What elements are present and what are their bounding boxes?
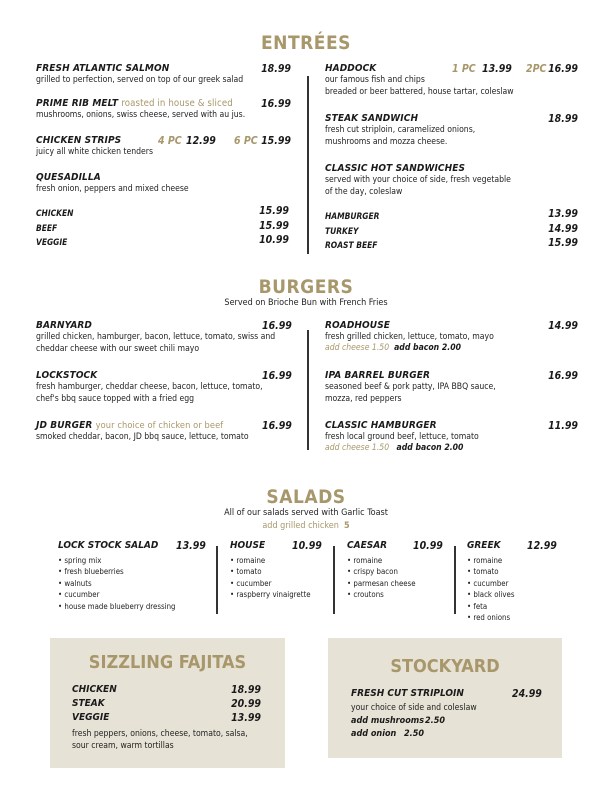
salad-ingredients: [467, 555, 567, 623]
item-name: IPA BARREL BURGER: [325, 370, 431, 381]
menu-item-roadhouse: [325, 320, 578, 353]
menu-item-prime-rib-melt: [36, 98, 291, 121]
ingredient: • romaine: [467, 555, 567, 566]
item-price: 11.99: [548, 420, 578, 432]
item-price: 16.99: [262, 420, 292, 432]
option-name: ROAST BEEF: [325, 240, 378, 250]
item-price: 18.99: [261, 63, 291, 75]
menu-item-steak-sandwich: [325, 113, 578, 148]
stockyard-item-price: 24.99: [512, 688, 542, 700]
menu-item-jd-burger: [36, 420, 291, 443]
ingredient: • crispy bacon: [347, 566, 447, 577]
menu-item-barnyard: [36, 320, 291, 355]
salad-price: 12.99: [527, 540, 557, 552]
addon-bacon: add bacon 2.00: [394, 343, 461, 353]
fajitas-box: [50, 638, 285, 768]
stockyard-addon-price: 2.50: [425, 716, 445, 726]
menu-item-chicken-strips: [36, 135, 291, 158]
option-price: 15.99: [259, 205, 289, 217]
menu-item-lockstock: [36, 370, 291, 405]
salad-house: [230, 540, 330, 601]
salad-name: GREEK: [467, 540, 501, 551]
ingredient: • romaine: [230, 555, 330, 566]
menu-item-ipa-barrel-burger: [325, 370, 578, 405]
item-option: 4 PC: [158, 135, 182, 147]
option-price: 13.99: [548, 208, 578, 220]
fajitas-desc: fresh peppers, onions, cheese, tomato, salsa,: [72, 729, 248, 739]
ingredient: • cucumber: [230, 578, 330, 589]
fajitas-desc: sour cream, warm tortillas: [72, 741, 174, 751]
ingredient: • romaine: [347, 555, 447, 566]
salads-addon-label: add grilled chicken: [262, 521, 339, 531]
ingredient: • walnuts: [58, 578, 208, 589]
burgers-title: BURGERS: [258, 276, 354, 298]
salads-subtitle: All of our salads served with Garlic Toast: [224, 508, 388, 518]
menu-item-salmon: [36, 63, 291, 86]
fajita-option-name: STEAK: [72, 698, 105, 709]
item-desc: grilled to perfection, served on top of our greek salad: [36, 75, 244, 85]
item-name: CLASSIC HAMBURGER: [325, 420, 437, 431]
ingredient: • fresh blueberries: [58, 566, 208, 577]
item-name: BARNYARD: [36, 320, 92, 331]
item-option: 2PC: [526, 63, 547, 75]
item-name: ROADHOUSE: [325, 320, 391, 331]
salad-price: 10.99: [413, 540, 443, 552]
item-desc: fresh onion, peppers and mixed cheese: [36, 184, 189, 194]
ingredient: • tomato: [467, 566, 567, 577]
item-note: your choice of chicken or beef: [95, 420, 224, 431]
item-desc: grilled chicken, hamburger, bacon, lettuce, tomato, swiss and: [36, 332, 276, 342]
option-price: 14.99: [548, 223, 578, 235]
salad-name: HOUSE: [230, 540, 266, 551]
item-desc: mozza, red peppers: [325, 394, 402, 404]
item-price: 16.99: [262, 370, 292, 382]
item-option: 6 PC: [234, 135, 258, 147]
item-price: 14.99: [548, 320, 578, 332]
column-divider: [307, 330, 309, 450]
item-price: 16.99: [548, 370, 578, 382]
item-name: HADDOCK: [325, 63, 377, 74]
salad-name: CAESAR: [347, 540, 388, 551]
item-desc: fresh local ground beef, lettuce, tomato: [325, 432, 479, 442]
stockyard-addon-label: add onion: [351, 729, 397, 739]
item-desc: smoked cheddar, bacon, JD bbq sauce, lettuce, tomato: [36, 432, 249, 442]
menu-item-classic-hot-sandwiches: [325, 163, 578, 198]
option-name: TURKEY: [325, 226, 359, 236]
ingredient: • black olives: [467, 589, 567, 600]
ingredient: • spring mix: [58, 555, 208, 566]
salad-price: 13.99: [176, 540, 206, 552]
salad-greek: [467, 540, 567, 623]
item-desc: chef's bbq sauce topped with a fried egg: [36, 394, 195, 404]
item-desc: breaded or beer battered, house tartar, coleslaw: [325, 87, 514, 97]
item-desc: our famous fish and chips: [325, 75, 425, 85]
option-name: BEEF: [36, 223, 58, 233]
ingredient: • tomato: [230, 566, 330, 577]
menu-item-haddock: [325, 63, 578, 98]
fajita-option-price: 18.99: [231, 684, 261, 696]
item-desc: fresh hamburger, cheddar cheese, bacon, lettuce, tomato,: [36, 382, 263, 392]
salad-divider: [216, 546, 218, 614]
salad-ingredients: [347, 555, 447, 601]
stockyard-desc: your choice of side and coleslaw: [351, 703, 477, 713]
ingredient: • croutons: [347, 589, 447, 600]
salads-title: SALADS: [266, 486, 346, 508]
option-name: CHICKEN: [36, 208, 74, 218]
item-name: LOCKSTOCK: [36, 370, 98, 381]
item-desc: fresh grilled chicken, lettuce, tomato, mayo: [325, 332, 494, 342]
item-option: 1 PC: [452, 63, 476, 75]
salad-ingredients: [58, 555, 208, 612]
salad-caesar: [347, 540, 447, 601]
item-name: FRESH ATLANTIC SALMON: [36, 63, 170, 74]
ingredient: • parmesan cheese: [347, 578, 447, 589]
item-desc: served with your choice of side, fresh vegetable: [325, 175, 511, 185]
item-name: QUESADILLA: [36, 172, 101, 183]
fajita-option-name: VEGGIE: [72, 712, 110, 723]
ingredient: • feta: [467, 601, 567, 612]
salads-addon: [0, 521, 612, 531]
item-name: STEAK SANDWICH: [325, 113, 419, 124]
ingredient: • house made blueberry dressing: [58, 601, 208, 612]
item-price: 16.99: [261, 98, 291, 110]
item-desc: juicy all white chicken tenders: [36, 147, 153, 157]
item-price: 12.99: [186, 135, 216, 147]
item-name: JD BURGER: [36, 420, 93, 431]
option-name: HAMBURGER: [325, 211, 380, 221]
menu-item-quesadilla: [36, 172, 291, 195]
item-desc: fresh cut striploin, caramelized onions,: [325, 125, 476, 135]
item-price: 13.99: [482, 63, 512, 75]
burgers-subtitle: Served on Brioche Bun with French Fries: [224, 298, 388, 308]
option-price: 15.99: [259, 220, 289, 232]
item-desc: mushrooms, onions, swiss cheese, served with au jus.: [36, 110, 246, 120]
stockyard-addon-label: add mushrooms: [351, 716, 425, 726]
addon-cheese: add cheese 1.50: [325, 343, 390, 353]
item-note: roasted in house & sliced: [121, 98, 233, 109]
salad-name: LOCK STOCK SALAD: [58, 540, 159, 551]
fajita-option-price: 13.99: [231, 712, 261, 724]
item-name: CLASSIC HOT SANDWICHES: [325, 163, 466, 174]
ingredient: • cucumber: [58, 589, 208, 600]
menu-item-classic-hamburger: [325, 420, 578, 453]
fajita-option-price: 20.99: [231, 698, 261, 710]
item-price: 18.99: [548, 113, 578, 125]
stockyard-addon-price: 2.50: [404, 729, 424, 739]
item-desc: seasoned beef & pork patty, IPA BBQ sauce,: [325, 382, 496, 392]
salad-lock-stock: [58, 540, 208, 612]
ingredient: • cucumber: [467, 578, 567, 589]
ingredient: • red onions: [467, 612, 567, 623]
ingredient: • raspberry vinaigrette: [230, 589, 330, 600]
option-name: VEGGIE: [36, 237, 68, 247]
item-price: 16.99: [262, 320, 292, 332]
item-name: CHICKEN STRIPS: [36, 135, 122, 146]
item-name: PRIME RIB MELT: [36, 98, 119, 109]
salad-divider: [333, 546, 335, 614]
option-price: 15.99: [548, 237, 578, 249]
salads-addon-price: 5: [344, 521, 350, 531]
item-price: 16.99: [548, 63, 578, 75]
addon-bacon: add bacon 2.00: [396, 443, 464, 453]
entrees-title: ENTRÉES: [261, 32, 351, 54]
item-desc: mushrooms and mozza cheese.: [325, 137, 448, 147]
salad-price: 10.99: [292, 540, 322, 552]
salad-ingredients: [230, 555, 330, 601]
item-desc: of the day, coleslaw: [325, 187, 403, 197]
item-desc: cheddar cheese with our sweet chili mayo: [36, 344, 200, 354]
stockyard-item-name: FRESH CUT STRIPLOIN: [351, 688, 464, 699]
item-price: 15.99: [261, 135, 291, 147]
column-divider: [307, 76, 309, 254]
fajita-option-name: CHICKEN: [72, 684, 117, 695]
salad-divider: [454, 546, 456, 614]
option-price: 10.99: [259, 234, 289, 246]
fajitas-title: SIZZLING FAJITAS: [88, 652, 247, 673]
stockyard-box: [328, 638, 562, 758]
stockyard-title: STOCKYARD: [390, 656, 500, 677]
addon-cheese: add cheese 1.50: [325, 443, 390, 453]
